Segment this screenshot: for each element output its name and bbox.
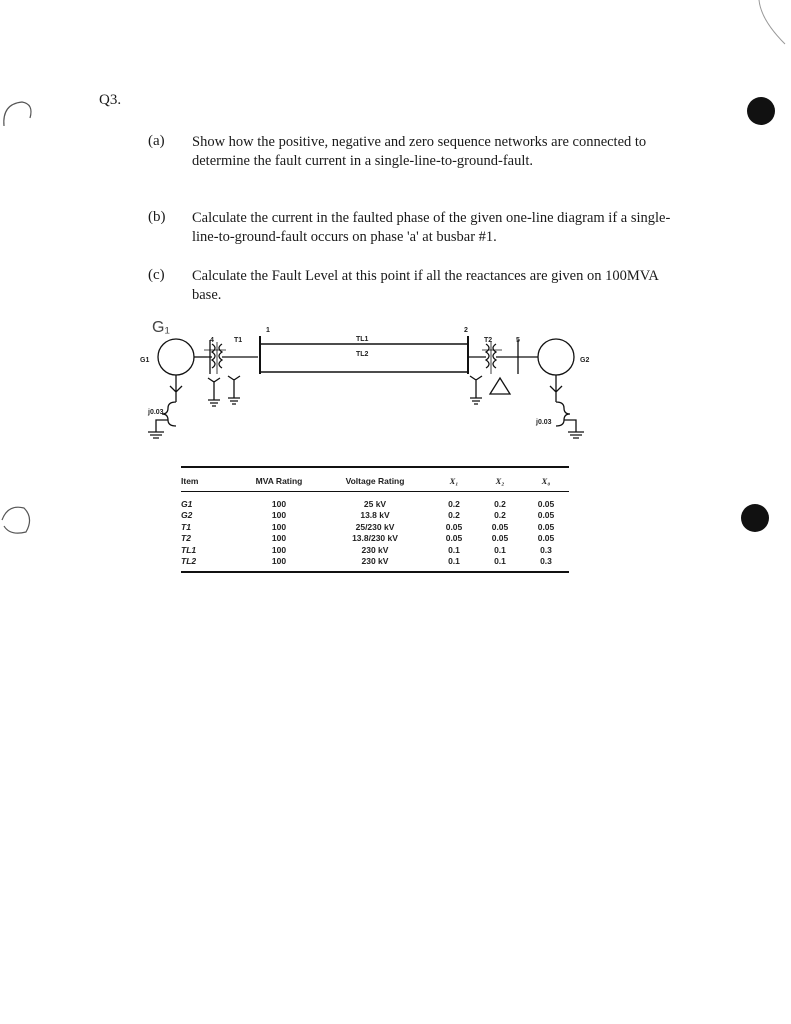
cell-x1: 0.05	[445, 521, 463, 532]
cell-x2: 0.1	[477, 556, 523, 573]
cell-x2: 0.1	[494, 544, 506, 555]
one-line-diagram	[0, 300, 791, 450]
cell-item: G1	[181, 498, 193, 509]
cell-x1: 0.1	[431, 556, 477, 573]
punch-hole-bottom	[741, 504, 769, 532]
cell-mva: 100	[271, 544, 287, 555]
impedance-data-table	[181, 466, 569, 573]
generator-g1-symbol	[158, 339, 194, 375]
table-row	[181, 533, 569, 545]
cell-x0: 0.3	[523, 556, 569, 573]
cell-voltage: 25 kV	[363, 498, 387, 509]
tl1-label: TL1	[356, 336, 369, 343]
header-voltage-rating: Voltage Rating	[319, 467, 431, 492]
cell-item: TL1	[181, 544, 197, 555]
table-row	[181, 544, 569, 556]
g2-label: G2	[580, 357, 590, 364]
cell-voltage: 230 kV	[361, 544, 389, 555]
scan-mark-left-top	[0, 96, 40, 136]
cell-voltage: 230 kV	[319, 556, 431, 573]
cell-voltage: 13.8 kV	[360, 510, 390, 521]
header-x2: X₂	[477, 467, 523, 492]
cell-x1: 0.2	[448, 498, 460, 509]
cell-item: T2	[181, 533, 191, 544]
g1-ground-impedance-label: j0.03	[148, 409, 164, 416]
bus-2-label: 2	[464, 327, 468, 334]
table-row	[181, 556, 569, 573]
bus-4-label: 4	[210, 337, 214, 344]
cell-x2: 0.05	[491, 533, 509, 544]
tl2-label: TL2	[356, 351, 369, 358]
part-a-label: (a)	[148, 133, 165, 149]
cell-x1: 0.1	[448, 544, 460, 555]
cell-voltage: 25/230 kV	[355, 521, 395, 532]
cell-mva: 100	[271, 510, 287, 521]
handwritten-g1-label: G₁	[152, 319, 170, 336]
cell-x2: 0.2	[494, 498, 506, 509]
cell-voltage: 13.8/230 kV	[352, 533, 398, 544]
question-number: Q3.	[99, 92, 122, 108]
cell-item: G2	[181, 510, 193, 521]
t2-label: T2	[484, 337, 493, 344]
cell-x1: 0.05	[445, 533, 463, 544]
g1-label: G1	[140, 357, 150, 364]
part-c-label: (c)	[148, 267, 165, 283]
header-x0: X₀	[523, 467, 569, 492]
header-item: Item	[181, 467, 239, 492]
part-c-text: Calculate the Fault Level at this point if all the reactances are given on 100MVA base.	[192, 268, 659, 303]
cell-mva: 100	[271, 521, 287, 532]
cell-mva: 100	[271, 533, 287, 544]
cell-item: T1	[181, 521, 191, 532]
table-row	[181, 510, 569, 522]
header-mva-rating: MVA Rating	[239, 467, 319, 492]
scan-mark-left-bottom	[0, 500, 40, 540]
table-row	[181, 521, 569, 533]
t1-connection-symbols	[208, 376, 240, 406]
cell-x0: 0.05	[537, 521, 555, 532]
cell-mva: 100	[239, 556, 319, 573]
cell-mva: 100	[271, 498, 287, 509]
punch-hole-top	[747, 97, 775, 125]
cell-x0: 0.05	[537, 533, 555, 544]
t1-label: T1	[234, 337, 243, 344]
g2-grounding	[550, 375, 584, 438]
scan-mark-top-right	[755, 0, 791, 50]
generator-g2-symbol	[538, 339, 574, 375]
table-header-row	[181, 467, 569, 492]
g2-ground-impedance-label: j0.03	[536, 419, 552, 426]
cell-x1: 0.2	[448, 510, 460, 521]
cell-item: TL2	[181, 556, 239, 573]
cell-x2: 0.05	[491, 521, 509, 532]
transformer-t1-symbol	[207, 344, 222, 368]
cell-x0: 0.05	[537, 510, 555, 521]
bus-1-label: 1	[266, 327, 270, 334]
g1-grounding	[148, 375, 182, 438]
cell-x2: 0.2	[494, 510, 506, 521]
cell-x0: 0.05	[537, 498, 555, 509]
part-b-text: Calculate the current in the faulted phase of the given one-line diagram if a single-line-to-ground-fault occurs on phase 'a' at busbar #1.	[192, 210, 671, 245]
header-x1: X₁	[431, 467, 477, 492]
part-b-label: (b)	[148, 209, 166, 225]
t2-connection-symbols	[470, 376, 510, 404]
bus-5-label: 5	[516, 337, 520, 344]
cell-x0: 0.3	[540, 544, 552, 555]
part-a-text: Show how the positive, negative and zero sequence networks are connected to determine the fault current in a single-line-to-ground-fault.	[192, 134, 647, 169]
table-row	[181, 492, 569, 510]
